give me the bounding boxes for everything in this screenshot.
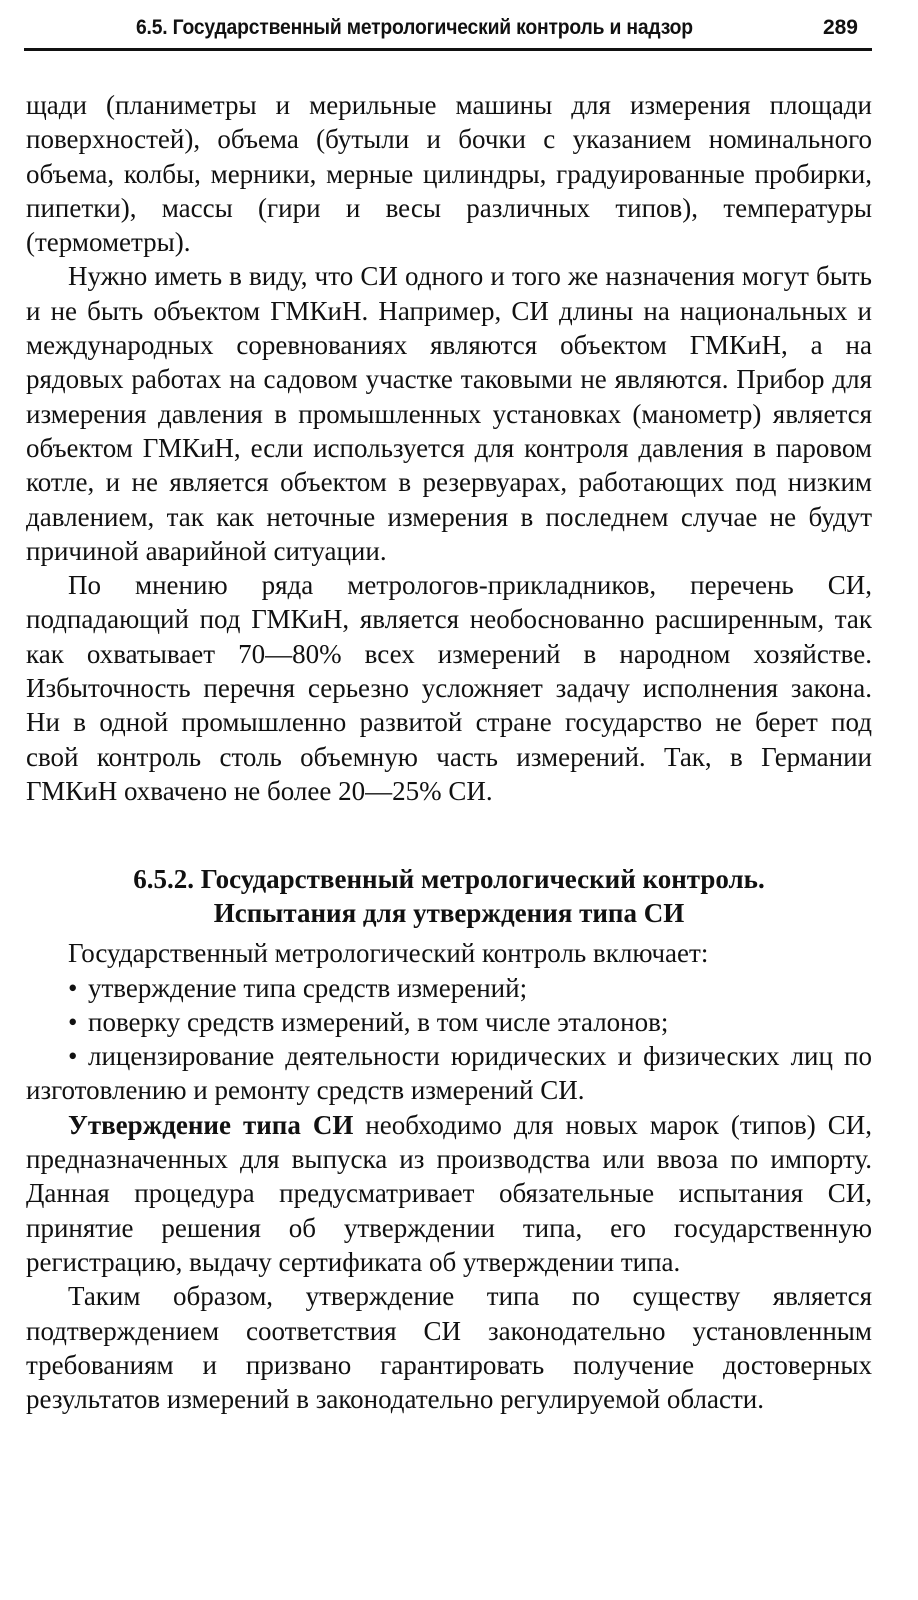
- bullet-icon: •: [68, 1006, 78, 1037]
- running-header: [24, 14, 872, 51]
- section-heading: [26, 862, 872, 930]
- control-intro: Государственный метрологический контроль включает:: [68, 938, 709, 969]
- section-heading-line1: 6.5.2. Государственный метрологический контроль.: [133, 864, 765, 895]
- body-text: [26, 88, 872, 1416]
- paragraph-continuation: щади (планиметры и мерильные машины для измерения площади поверхностей), объема (бутыли и бочки с указанием номинального объема, колбы, мерники, мерные цилиндры, градуированные пробирки, пипетки), массы (гири и весы различных типов), температуры (термометры).: [26, 90, 872, 258]
- list-item-text: лицензирование деятельности юридических и физических лиц по изготовлению и ремонту средств измерений СИ.: [26, 1041, 872, 1106]
- running-title: 6.5. Государственный метрологический контроль и надзор: [136, 16, 693, 39]
- list-item: [26, 1039, 872, 1108]
- bullet-icon: •: [68, 1041, 78, 1072]
- type-approval-term: Утверждение типа СИ: [68, 1109, 354, 1140]
- paragraph-list-scope: По мнению ряда метрологов-прикладников, перечень СИ, подпадающий под ГМКиН, является необоснованно расширенным, так как охватывает 70—80% всех измерений в народном хозяйстве. Избыточность перечня серьезно усложняет задачу исполнения закона. Ни в одной промышленно развитой стране государство не берет под свой контроль столь объемную часть измерений. Так, в Германии ГМКиН охвачено не более 20—25% СИ.: [26, 570, 872, 806]
- paragraph-conclusion: Таким образом, утверждение типа по существу является подтверждением соответствия СИ законодательно установленным требованиям и призвано гарантировать получение достоверных результатов измерений в законодательно регулируемой области.: [26, 1281, 872, 1415]
- type-approval-text: необходимо для новых марок (типов) СИ, предназначенных для выпуска из производства или ввоза по импорту. Данная процедура предусматривает обязательные испытания СИ, принятие решения об утверждении типа, его государственную регистрацию, выдачу сертификата об утверждении типа.: [26, 1109, 872, 1277]
- list-item: [26, 1005, 872, 1039]
- list-item-text: утверждение типа средств измерений;: [88, 972, 528, 1003]
- section-heading-line2: Испытания для утверждения типа СИ: [213, 898, 685, 929]
- paragraph-type-approval: [26, 1108, 872, 1279]
- bullet-icon: •: [68, 972, 78, 1003]
- page-number: 289: [822, 16, 858, 39]
- list-item-text: поверку средств измерений, в том числе эталонов;: [88, 1006, 669, 1037]
- paragraph-gmkin-objects: Нужно иметь в виду, что СИ одного и того же назначения могут быть и не быть объектом ГМКиН. Например, СИ длины на национальных и международных соревнованиях являются объектом ГМКиН, а на рядовых работах на садовом участке таковыми не являются. Прибор для измерения давления в промышленных установках (манометр) является объектом ГМКиН, если используется для контроля давления в паровом котле, и не является объектом в резервуарах, работающих под низким давлением, так как неточные измерения в последнем случае не будут причиной аварийной ситуации.: [26, 261, 872, 566]
- list-item: [26, 971, 872, 1005]
